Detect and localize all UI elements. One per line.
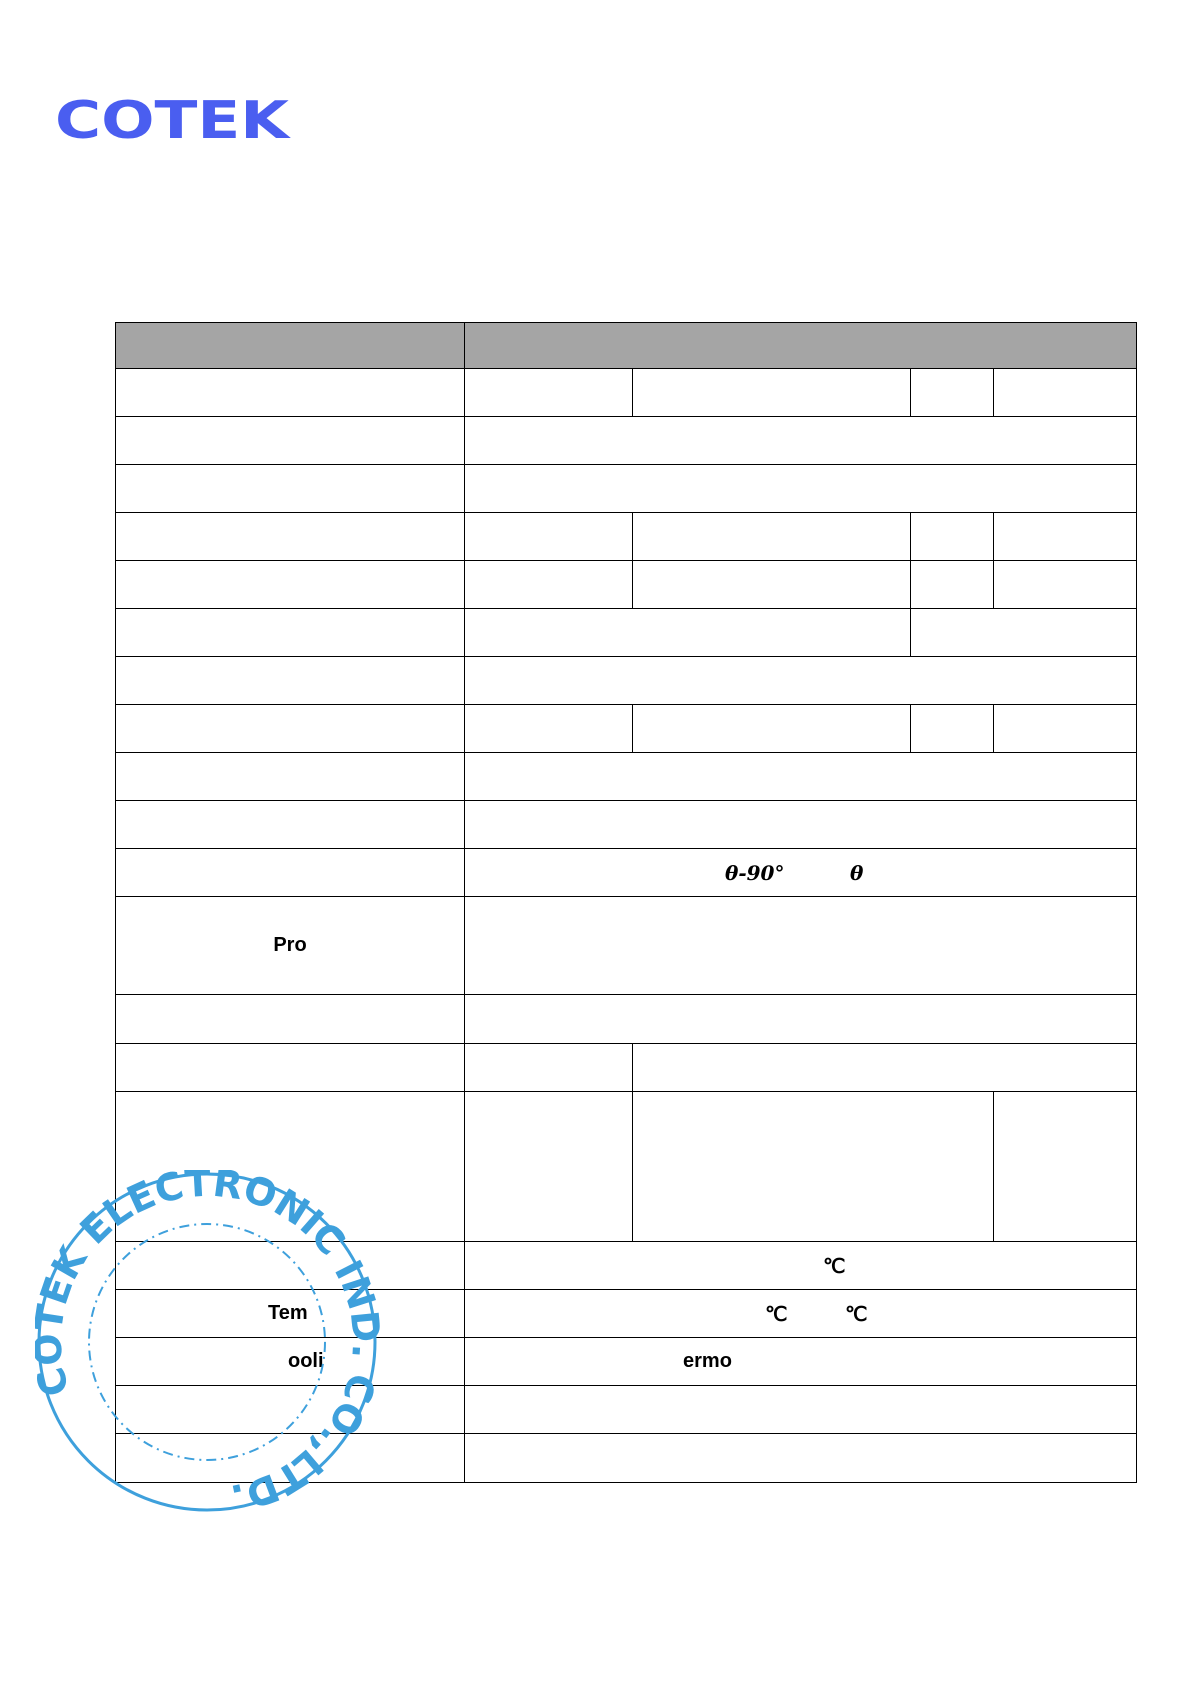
header-cell-value xyxy=(465,323,1137,369)
table-row xyxy=(116,1338,1137,1386)
cooling-value: ermo xyxy=(683,1350,732,1372)
table-row xyxy=(116,1092,1137,1242)
table-row xyxy=(116,849,1137,897)
table-row xyxy=(116,897,1137,995)
logo-text: COTEK xyxy=(55,96,291,142)
temperature-label: Tem xyxy=(268,1302,308,1324)
table-row xyxy=(116,1290,1137,1338)
table-row xyxy=(116,561,1137,609)
table-row xyxy=(116,513,1137,561)
table-row xyxy=(116,1044,1137,1092)
temperature-unit-a: ℃ xyxy=(765,1304,788,1326)
table-row xyxy=(116,995,1137,1044)
table-row xyxy=(116,1434,1137,1483)
table-header-row xyxy=(116,323,1137,369)
temperature-unit-b: ℃ xyxy=(845,1304,868,1326)
power-factor-value-a: θ-90° xyxy=(725,861,785,885)
table-row xyxy=(116,1242,1137,1290)
specification-table xyxy=(115,322,1137,1483)
table-row xyxy=(116,801,1137,849)
table-row xyxy=(116,753,1137,801)
table-row xyxy=(116,1386,1137,1434)
table-row xyxy=(116,705,1137,753)
table-row xyxy=(116,609,1137,657)
table-row xyxy=(116,369,1137,417)
table-row xyxy=(116,417,1137,465)
table-row xyxy=(116,657,1137,705)
table-row xyxy=(116,465,1137,513)
cotek-logo xyxy=(55,96,291,142)
header-cell-item xyxy=(116,323,465,369)
temperature-unit: ℃ xyxy=(823,1256,846,1278)
seal-text: COTEK ELECTRONIC IND. CO.,LTD. xyxy=(35,1170,380,1515)
protection-label: Pro xyxy=(116,897,465,995)
power-factor-value-b: θ xyxy=(850,861,864,885)
cooling-label: ooli xyxy=(288,1350,324,1372)
